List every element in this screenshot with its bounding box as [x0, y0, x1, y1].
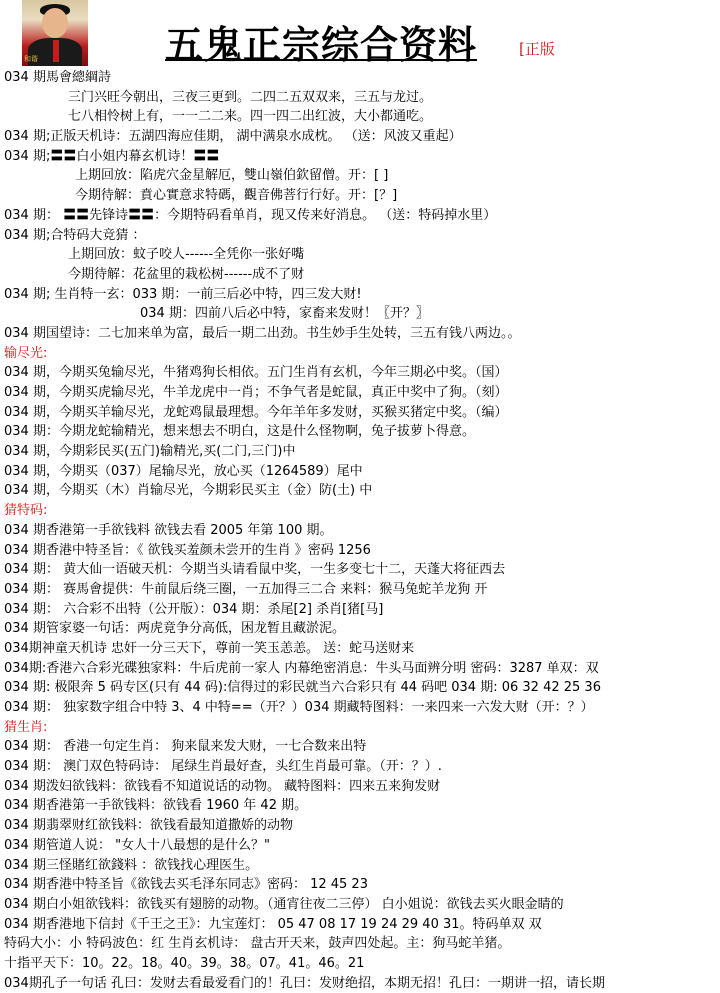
text-line: 特码大小：小 特码波色：红 生肖玄机诗： 盘古开天来，鼓声四处起。主：狗马蛇羊猪。	[4, 936, 511, 952]
text-line: 034 期: 极限奔 5 码专区(只有 44 码):信得过的彩民就当六合彩只有 44 码吧 034 期: 06 32 42 25 36	[4, 680, 601, 696]
text-line: 034期:香港六合彩光碟独家料：牛后虎前一家人 内幕绝密消息：牛头马面辨分明 密码：3287 单双：双	[4, 660, 599, 676]
text-line: 上期回放：蚊子咬人------全凭你一张好嘴	[68, 247, 305, 263]
text-line: 034 期： 〓〓先锋诗〓〓：今期特码看单肖，现又传来好消息。 （送：特码掉水里）	[4, 207, 497, 223]
avatar-tag: 和谐	[24, 55, 38, 63]
text-line: 034 期三怪賭红欲錢料 ：欲钱找心理医生。	[4, 857, 259, 873]
text-line: 034 期： 赛馬會提供：牛前鼠后绕三圈，一五加得三二合 来料：猴马兔蛇羊龙狗 开	[4, 581, 488, 597]
text-line: 034 期： 澳门双色特码诗： 尾绿生肖最好查，头红生肖最可靠。（开：？）.	[4, 759, 442, 775]
section-heading: 猜生肖:	[4, 719, 48, 735]
text-line: 034 期香港中特圣旨：《 欲钱买羞颜未尝开的生肖 》密码 1256	[4, 542, 371, 558]
text-line: 034 期，今期彩民买(五门)输精光,买(二门,三门)中	[4, 444, 296, 460]
text-line: 034 期馬會總綱詩	[4, 70, 111, 85]
text-line: 034 期：四前八后必中特，家畜来发财！〖开？〗	[140, 306, 429, 322]
text-line: 034 期： 香港一句定生肖： 狗来鼠来发大财，一七合数来出特	[4, 739, 367, 755]
text-line: 三门兴旺今朝出，三夜三更到。二四二五双双来，三五与龙过。	[68, 89, 433, 105]
text-line: 034 期香港第一手欲钱料：欲钱看 1960 年 42 期。	[4, 798, 308, 814]
text-line: 034 期香港中特圣旨《欲钱去买毛泽东同志》密码： 12 45 23	[4, 877, 368, 893]
text-line: 034 期： 独家数字组合中特 3、4 中特==（开？）034 期藏特图料：一来四来一六发大财（开：？）	[4, 700, 594, 715]
text-line: 034 期香港第一手欲钱料 欲钱去看 2005 年第 100 期。	[4, 522, 333, 538]
text-line: 034 期管家婆一句话：两虎竟争分高低，困龙暂且藏淤泥。	[4, 621, 345, 637]
edition-badge: [正版	[519, 40, 555, 58]
text-line: 034 期香港地下信封《千王之王》：九宝莲灯： 05 47 08 17 19 24 29 40 31。特码单双 双	[4, 916, 542, 932]
text-line: 七八相怜树上有，一一二二来。四一四二出红波，大小都通吃。	[68, 109, 433, 125]
text-line: 034期孔子一句话 孔曰：发财去看最爱看门的！孔曰：发财绝招，本期无招！孔曰：一期讲一招，请长期	[4, 975, 605, 991]
text-line: 今期待解：花盆里的栽松树------成不了财	[68, 266, 305, 282]
text-line: 034 期泼妇欲钱料：欲钱看不知道说话的动物。 藏特图料：四来五来狗发财	[4, 778, 441, 794]
text-line: 034期神童天机诗 忠奸一分三天下，尊前一笑玉恙恙。 送：蛇马送财来	[4, 640, 415, 656]
text-line: 034 期： 六合彩不出特（公开版）：034 期：杀尾[2] 杀肖[猪[马]	[4, 601, 384, 617]
text-line: 034 期管道人说： "女人十八最想的是什么？"	[4, 837, 271, 853]
page-header	[0, 0, 720, 68]
text-line: 034 期，今期买兔输尽光，牛猪鸡狗长相依。五门生肖有玄机，今年三期必中奖。（国）	[4, 365, 508, 381]
page-title: 五鬼正宗综合资料	[165, 22, 478, 67]
text-line: 034 期：今期龙蛇输精光，想来想去不明白，这是什么怪物啊，兔子拔萝卜得意。	[4, 424, 475, 440]
document-body	[0, 68, 720, 993]
avatar	[22, 0, 88, 66]
text-line: 上期回放：陷虎穴金星解厄，雙山嶺伯欽留僧。开：[ ]	[75, 168, 389, 184]
text-line: 034 期; 生肖特一玄：033 期：一前三后必中特，四三发大财!	[4, 286, 362, 302]
text-line: 034 期白小姐欲钱料：欲钱买有翅膀的动物。（通宵往夜二三停） 白小姐说：欲钱去买火眼金睛的	[4, 896, 564, 912]
text-line: 今期待解：賁心實意求特碼，觀音佛菩行行好。开：[？]	[75, 188, 398, 204]
section-heading: 输尽光:	[4, 345, 48, 361]
section-heading: 猜特码:	[4, 503, 48, 519]
text-line: 034 期国望诗：二七加来单为富，最后一期二出劲。书生妙手生处转，三五有钱八两边。。	[4, 325, 521, 341]
text-line: 034 期，今期买（木）肖输尽光，今期彩民买主（金）防(土) 中	[4, 483, 373, 499]
text-line: 034 期，今期买羊输尽光，龙蛇鸡鼠最理想。今年羊年多发财，买猴买猪定中奖。（编）	[4, 404, 508, 420]
text-line: 034 期： 黄大仙一语破天机：今期当头请看鼠中奖，一生多变七十二，天蓬大将征西去	[4, 562, 506, 578]
text-line: 034 期，今期买（037）尾输尽光，放心买（1264589）尾中	[4, 463, 363, 479]
text-line: 034 期;正版天机诗：五湖四海应佳期， 湖中满泉水成枕。 （送：风波又重起）	[4, 129, 462, 145]
text-line: 十指平天下：10。22。18。40。39。38。07。41。46。21	[4, 955, 365, 971]
text-line: 034 期翡翠财红欲钱料：欲钱看最知道撒娇的动物	[4, 818, 293, 834]
text-line: 034 期;合特码大竞猜 ：	[4, 227, 146, 243]
text-line: 034 期，今期买虎输尽光，牛羊龙虎中一肖；不争气者是蛇鼠，真正中奖中了狗。（刻）	[4, 385, 508, 400]
text-line: 034 期;〓〓白小姐内幕玄机诗！〓〓	[4, 148, 220, 164]
